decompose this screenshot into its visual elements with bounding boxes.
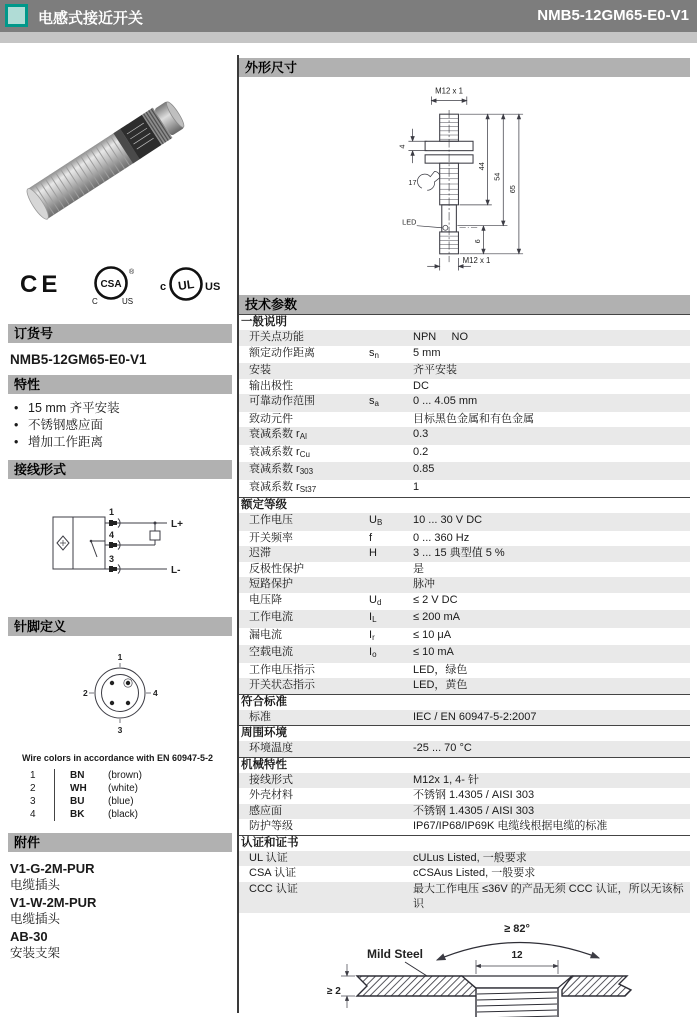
ce-logo: CE <box>20 271 62 298</box>
tech-row <box>239 773 690 789</box>
wiring-lminus-label: L- <box>171 565 181 576</box>
svg-text:c: c <box>160 281 167 293</box>
tech-section-header: 周围环境 <box>239 725 690 741</box>
feature-item: • 不锈钢感应面 <box>14 417 230 434</box>
tech-row <box>239 577 690 593</box>
tech-row-label: 漏电流 <box>249 628 282 641</box>
tech-section-header: 一般说明 <box>239 314 690 330</box>
svg-text:≥ 82°: ≥ 82° <box>504 922 530 935</box>
tech-row-symbol <box>369 804 413 820</box>
tech-row-label: 短路保护 <box>249 578 293 590</box>
tech-row-label: UL 认证 <box>249 851 288 864</box>
tech-row <box>239 788 690 804</box>
tech-row-value: 不锈钢 1.4305 / AISI 303 <box>413 789 535 801</box>
section-dimensions: 外形尺寸 <box>239 58 690 77</box>
tech-row-value: DC <box>413 379 429 392</box>
wire-color-code: BN <box>70 770 85 781</box>
section-connection: 接线形式 <box>8 460 232 479</box>
tech-row-symbol <box>369 788 413 804</box>
tech-row-label: 标准 <box>249 710 271 723</box>
tech-row-symbol <box>369 882 413 913</box>
left-column <box>8 55 232 962</box>
svg-text:2: 2 <box>83 688 88 698</box>
tech-row-value: NPN NO <box>413 331 469 343</box>
tech-row-value: ≤ 10 mA <box>413 646 454 658</box>
tech-row <box>239 741 690 757</box>
tech-row-value: IEC / EN 60947-5-2:2007 <box>413 710 537 723</box>
accessory-description: 电缆插头 <box>10 878 61 892</box>
tech-row <box>239 480 690 498</box>
tech-row-label: 外壳材料 <box>249 789 293 801</box>
tech-row <box>239 819 690 835</box>
tech-row-symbol <box>369 773 413 789</box>
tech-row-label: 开关状态指示 <box>249 679 315 691</box>
tech-row <box>239 678 690 694</box>
tech-row-symbol <box>369 819 413 835</box>
tech-row-label: 开关频率 <box>249 531 293 544</box>
tech-row <box>239 546 690 562</box>
tech-row <box>239 663 690 679</box>
right-column <box>239 55 690 1017</box>
tech-row-value: LED，绿色 <box>413 663 468 676</box>
tech-row <box>239 427 690 445</box>
svg-text:4: 4 <box>109 530 115 540</box>
tech-row <box>239 645 690 663</box>
wire-color-code: BU <box>70 796 85 807</box>
section-features: 特性 <box>8 375 232 394</box>
csa-logo <box>92 268 135 307</box>
tech-row-value: 0 ... 4.05 mm <box>413 395 478 407</box>
tech-row-value: 1 <box>413 480 420 493</box>
tech-row <box>239 628 690 646</box>
tech-row-label: 反极性保护 <box>249 562 304 575</box>
tech-row <box>239 363 690 379</box>
svg-text:6: 6 <box>472 239 482 244</box>
ul-logo <box>160 269 220 300</box>
tech-row-value: ≤ 200 mA <box>413 611 461 623</box>
wire-row <box>30 769 232 782</box>
accessory-model: V1-G-2M-PUR <box>10 861 95 876</box>
tech-row-symbol <box>369 562 413 578</box>
wire-color-code: BK <box>70 809 85 820</box>
tech-row-label: 衰减系数 $r_{St37}$ <box>249 480 317 494</box>
tech-row-symbol: $U_B$ <box>369 514 383 527</box>
tech-row-symbol <box>369 330 413 346</box>
tech-row-symbol: $I_r$ <box>369 628 375 642</box>
tech-row-value: ≤ 2 V DC <box>413 593 458 606</box>
feature-item: • 增加工作距离 <box>14 434 230 451</box>
tech-row-label: 环境温度 <box>249 742 293 754</box>
tech-row <box>239 851 690 867</box>
tech-row-value: -25 ... 70 °C <box>413 742 472 754</box>
tech-row-value: 齐平安装 <box>413 364 457 376</box>
tech-section-header: 机械特性 <box>239 757 690 773</box>
tech-row-label: 接线形式 <box>249 773 293 786</box>
tech-row <box>239 882 690 913</box>
tech-row <box>239 394 690 412</box>
tech-row-symbol: f <box>369 531 373 544</box>
tech-row-value: 3 ... 15 典型值 5 % <box>413 547 505 559</box>
svg-text:17: 17 <box>408 178 417 188</box>
tech-row-value: 10 ... 30 V DC <box>413 514 483 526</box>
tech-row-symbol <box>369 678 413 694</box>
wiring-diagram <box>45 501 195 593</box>
tech-row-value: 0 ... 360 Hz <box>413 531 470 544</box>
tech-row <box>239 412 690 428</box>
tech-row <box>239 330 690 346</box>
svg-text:1: 1 <box>117 652 123 662</box>
accessory-description: 安装支架 <box>10 946 61 960</box>
svg-text:44: 44 <box>476 162 486 171</box>
tech-row-label: 迟滞 <box>249 547 271 559</box>
tech-row-symbol <box>369 462 413 480</box>
wire-colors-table <box>8 769 232 821</box>
wire-color-name: (black) <box>108 809 139 820</box>
accessory-model: AB-30 <box>10 929 48 944</box>
wire-row <box>30 795 232 808</box>
tech-row-value: 0.85 <box>413 463 435 475</box>
brand-logo-square <box>5 4 28 27</box>
tech-row-value: 不锈钢 1.4305 / AISI 303 <box>413 804 535 817</box>
tech-row-label: 安装 <box>249 364 271 376</box>
wire-row <box>30 808 232 821</box>
svg-text:®: ® <box>129 269 135 276</box>
features-list <box>8 394 232 455</box>
product-photo-drawing <box>8 55 232 250</box>
tech-row-label: 衰减系数 $r_{Cu}$ <box>249 445 310 459</box>
svg-text:65: 65 <box>508 185 518 194</box>
tech-row <box>239 562 690 578</box>
tech-row-symbol <box>369 663 413 679</box>
tech-row-symbol: $U_d$ <box>369 593 382 607</box>
svg-text:≥ 2: ≥ 2 <box>327 985 341 997</box>
tech-row-label: CCC 认证 <box>249 882 298 895</box>
svg-text:LED: LED <box>402 217 417 227</box>
tech-row-value: cCSAus Listed, 一般要求 <box>413 867 536 879</box>
svg-text:CSA: CSA <box>100 279 122 290</box>
header-model-number: NMB5-12GM65-E0-V1 <box>537 7 689 24</box>
tech-row <box>239 513 690 531</box>
tech-row-label: 衰减系数 $r_{Al}$ <box>249 428 307 441</box>
mounting-diagram <box>239 913 690 1017</box>
tech-row-value: M12x 1, 4- 针 <box>413 773 480 786</box>
dimension-drawing <box>239 77 690 295</box>
tech-row-label: 工作电压 <box>249 514 293 526</box>
svg-text:M12 x 1: M12 x 1 <box>462 256 491 266</box>
tech-row-symbol: $I_o$ <box>369 646 377 659</box>
tech-row-label: 感应面 <box>249 804 282 817</box>
wire-pin-number: 3 <box>30 796 36 807</box>
tech-row-symbol <box>369 741 413 757</box>
order-number-value: NMB5-12GM65-E0-V1 <box>10 352 147 367</box>
tech-row-value: ≤ 10 μA <box>413 628 452 641</box>
svg-text:M12 x 1: M12 x 1 <box>435 86 463 96</box>
wire-separator <box>54 769 70 782</box>
tech-row-label: 致动元件 <box>249 412 293 425</box>
tech-row-symbol <box>369 427 413 445</box>
wire-pin-number: 4 <box>30 809 36 820</box>
tech-row <box>239 710 690 726</box>
accessories-list <box>8 852 232 962</box>
tech-row <box>239 593 690 611</box>
wiring-lplus-label: L+ <box>171 519 183 530</box>
tech-row-symbol <box>369 866 413 882</box>
tech-row-value: 最大工作电压 ≤36V 的产品无须 CCC 认证，所以无该标识 <box>413 882 684 910</box>
tech-row <box>239 379 690 395</box>
tech-row-symbol <box>369 445 413 463</box>
svg-text:UL: UL <box>177 276 196 294</box>
tech-row-value: 脉冲 <box>413 578 435 590</box>
wire-colors-note: Wire colors in accordance with EN 60947-5-2 <box>22 753 213 763</box>
tech-row <box>239 866 690 882</box>
tech-row-value: IP67/IP68/IP69K 电缆线根据电缆的标准 <box>413 820 608 832</box>
tech-row <box>239 610 690 628</box>
tech-row-value: LED，黄色 <box>413 679 468 691</box>
tech-row <box>239 804 690 820</box>
tech-row-value: 目标黑色金属和有色金属 <box>413 412 534 425</box>
tech-row-label: 额定动作距离 <box>249 346 315 359</box>
tech-row-symbol: $I_L$ <box>369 611 377 624</box>
wire-row <box>30 782 232 795</box>
tech-row-symbol <box>369 710 413 726</box>
tech-row-label: 衰减系数 $r_{303}$ <box>249 463 314 476</box>
section-tech-params: 技术参数 <box>239 295 690 314</box>
tech-row-label: 工作电流 <box>249 611 293 623</box>
tech-section-header: 额定等级 <box>239 497 690 513</box>
tech-table <box>239 314 690 913</box>
tech-row <box>239 531 690 547</box>
header-substrip <box>0 32 697 43</box>
tech-row <box>239 445 690 463</box>
tech-row-symbol: $s_n$ <box>369 346 379 360</box>
tech-row-value: 是 <box>413 562 424 575</box>
tech-row-symbol <box>369 412 413 428</box>
tech-row-label: 输出极性 <box>249 379 293 392</box>
wire-separator <box>54 795 70 808</box>
svg-text:1: 1 <box>109 507 115 517</box>
svg-text:3: 3 <box>117 725 123 735</box>
dimension-svg <box>387 85 557 283</box>
tech-row-label: CSA 认证 <box>249 867 297 879</box>
tech-row-label: 工作电压指示 <box>249 663 315 676</box>
wire-color-name: (blue) <box>108 796 134 807</box>
pinout-drawing <box>65 650 175 736</box>
tech-row-symbol <box>369 851 413 867</box>
svg-text:C: C <box>92 297 98 306</box>
tech-row-symbol <box>369 480 413 498</box>
tech-row-value: 0.2 <box>413 445 429 458</box>
svg-text:4: 4 <box>153 688 158 698</box>
feature-item: • 15 mm 齐平安装 <box>14 400 230 417</box>
tech-row <box>239 462 690 480</box>
wire-pin-number: 2 <box>30 783 36 794</box>
tech-row <box>239 346 690 364</box>
svg-text:US: US <box>122 297 134 306</box>
tech-row-symbol <box>369 363 413 379</box>
section-order-number: 订货号 <box>8 324 232 343</box>
wire-pin-number: 1 <box>30 770 36 781</box>
tech-row-symbol: H <box>369 547 377 559</box>
certification-logos <box>8 258 232 310</box>
wire-color-name: (brown) <box>108 770 142 781</box>
accessory-description: 电缆插头 <box>10 912 61 926</box>
svg-text:54: 54 <box>492 172 502 181</box>
tech-row-value: cULus Listed, 一般要求 <box>413 851 527 864</box>
svg-text:12: 12 <box>511 949 523 961</box>
mounting-svg <box>327 918 657 1017</box>
tech-row-symbol <box>369 379 413 395</box>
tech-row-value: 5 mm <box>413 346 441 359</box>
tech-row-label: 空载电流 <box>249 646 293 658</box>
section-pinout: 针脚定义 <box>8 617 232 636</box>
tech-row-value: 0.3 <box>413 428 429 440</box>
tech-row-label: 防护等级 <box>249 820 293 832</box>
product-photo <box>8 55 232 250</box>
header-bar <box>0 0 697 32</box>
svg-text:3: 3 <box>109 554 115 564</box>
wire-color-code: WH <box>70 783 87 794</box>
logos-drawing <box>8 258 232 310</box>
tech-row-label: 可靠动作范围 <box>249 395 315 407</box>
svg-text:US: US <box>205 281 221 293</box>
tech-section-header: 认证和证书 <box>239 835 690 851</box>
wire-separator <box>54 808 70 821</box>
wire-separator <box>54 782 70 795</box>
page-title: 电感式接近开关 <box>38 10 144 27</box>
wire-color-name: (white) <box>108 783 139 794</box>
section-accessories: 附件 <box>8 833 232 852</box>
svg-text:4: 4 <box>397 144 407 149</box>
svg-text:Mild Steel: Mild Steel <box>367 946 424 961</box>
tech-row-symbol: $s_a$ <box>369 395 379 408</box>
pinout-diagram <box>8 636 232 741</box>
tech-row-label: 电压降 <box>249 593 282 606</box>
tech-section-header: 符合标准 <box>239 694 690 710</box>
accessory-model: V1-W-2M-PUR <box>10 895 97 910</box>
connection-diagram <box>8 479 232 609</box>
tech-row-symbol <box>369 577 413 593</box>
tech-row-label: 开关点功能 <box>249 331 304 343</box>
